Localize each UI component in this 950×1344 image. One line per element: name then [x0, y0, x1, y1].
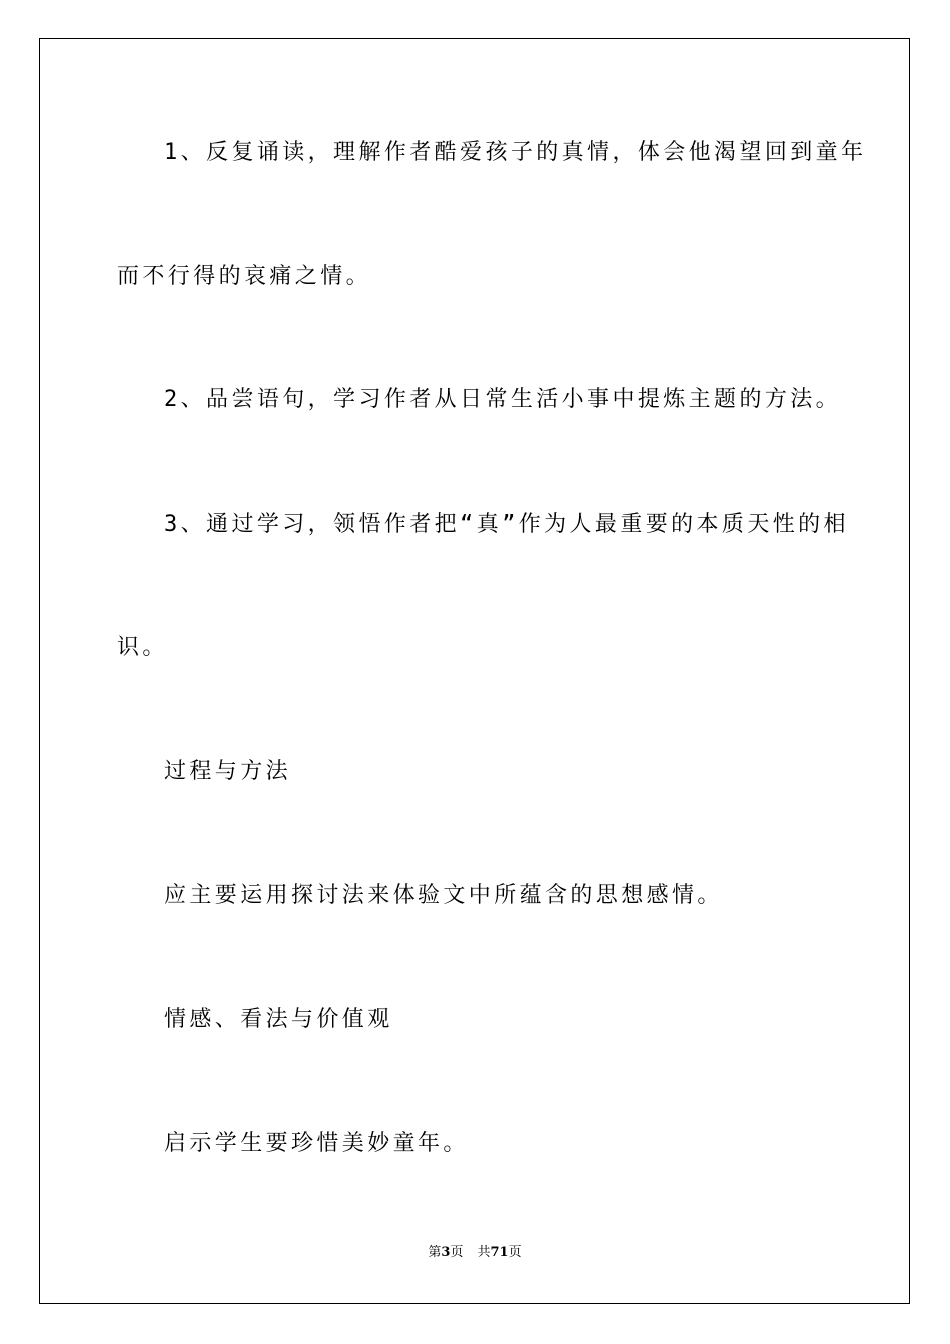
- objective-1-line-1: 1、反复诵读，理解作者酷爱孩子的真情，体会他渴望回到童年: [164, 140, 867, 165]
- emotion-values-text: 启示学生要珍惜美妙童年。: [164, 1131, 469, 1156]
- section-heading-emotion-values: 情感、看法与价值观: [164, 1007, 393, 1032]
- footer-total-pages: 71: [490, 1245, 509, 1260]
- page-footer: [0, 1244, 950, 1262]
- section-heading-process-method: 过程与方法: [164, 759, 292, 784]
- footer-page-number: 3: [441, 1245, 451, 1260]
- objective-1-line-2: 而不行得的哀痛之情。: [117, 264, 372, 289]
- footer-total-prefix: 共: [477, 1245, 491, 1260]
- page-frame: [39, 38, 910, 1304]
- process-method-text: 应主要运用探讨法来体验文中所蕴含的思想感情。: [164, 883, 723, 908]
- footer-page-suffix: 页: [450, 1245, 464, 1260]
- objective-2: 2、品尝语句，学习作者从日常生活小事中提炼主题的方法。: [164, 387, 842, 412]
- objective-3-line-1: 3、通过学习，领悟作者把“真”作为人最重要的本质天性的相: [164, 512, 849, 537]
- objective-3-line-2: 识。: [117, 635, 168, 660]
- footer-total-suffix: 页: [508, 1245, 522, 1260]
- footer-page-prefix: 第: [428, 1245, 442, 1260]
